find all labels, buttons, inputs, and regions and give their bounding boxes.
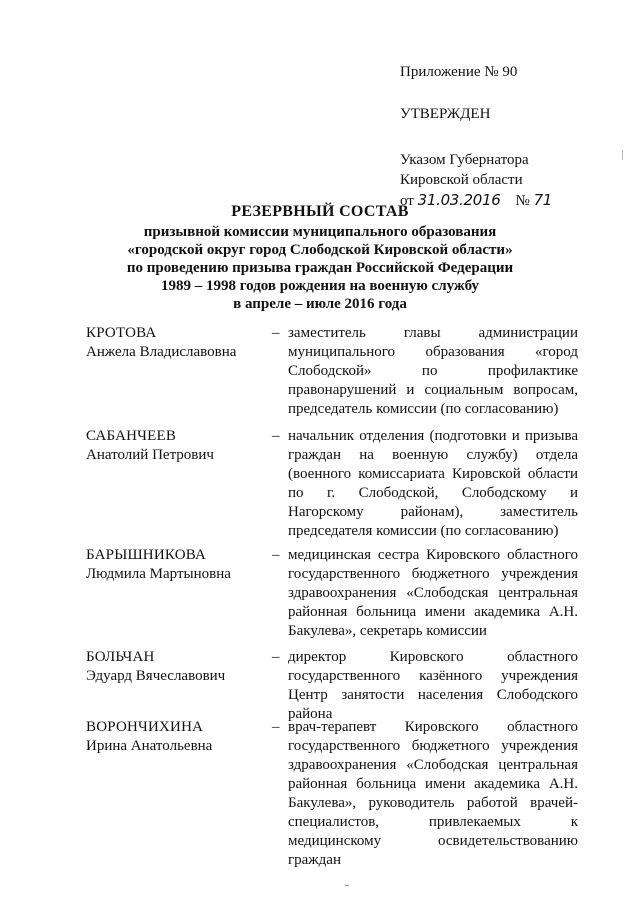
page-footer-mark (345, 885, 349, 886)
member-name (86, 546, 266, 584)
margin-mark (622, 150, 623, 160)
number-prefix: № (515, 193, 530, 209)
member-dash: – (272, 649, 280, 665)
member-name (86, 427, 266, 465)
member-role: медицинская сестра Кировского областного государственного бюджетного учреждения здравоохранения «Слободская центральная районная больница имени академика А.Н. Бакулева», секретарь комиссии (288, 547, 578, 639)
member-name (86, 324, 266, 362)
member-dash: – (272, 325, 280, 341)
title-main: РЕЗЕРВНЫЙ СОСТАВ (231, 203, 409, 220)
title-line-4: 1989 – 1998 годов рождения на военную службу (160, 278, 480, 294)
approved-label: УТВЕРЖДЕН (400, 106, 491, 122)
document-title (40, 203, 600, 313)
member-surname: БАРЫШНИКОВА (86, 547, 207, 563)
member-role: начальник отделения (подготовки и призыва граждан на военную службу) отдела (военного комиссариата Кировской области по г. Слободской, Слободскому и Нагорскому районам), заместитель председателя комиссии (по согласованию) (288, 428, 578, 539)
handwritten-number: 71 (533, 191, 553, 209)
member-dash: – (272, 547, 280, 563)
member-role: заместитель главы администрации муниципального образования «город Слободской» по профилактике правонарушений и социальным вопросам, председатель комиссии (по согласованию) (288, 325, 578, 417)
title-line-2: «городской округ город Слободской Кировской области» (127, 242, 513, 258)
date-prefix: от (400, 193, 414, 209)
member-surname: КРОТОВА (86, 325, 157, 341)
appendix-label: Приложение № 90 (400, 64, 518, 80)
member-surname: САБАНЧЕЕВ (86, 428, 177, 444)
member-given-name: Анатолий Петрович (86, 447, 214, 463)
title-line-3: по проведению призыва граждан Российской Федерации (126, 260, 514, 276)
decree-line-1: Указом Губернатора (400, 152, 529, 168)
title-line-5: в апреле – июле 2016 года (233, 296, 407, 312)
member-given-name: Ирина Анатольевна (86, 738, 213, 754)
decree-block (400, 150, 620, 211)
member-role: директор Кировского областного государственного казённого учреждения Центр занятости населения Слободского района (288, 649, 578, 722)
appendix-block (400, 62, 620, 211)
decree-line-2: Кировской области (400, 172, 523, 188)
member-given-name: Людмила Мартыновна (86, 566, 231, 582)
member-role: врач-терапевт Кировского областного государственного бюджетного учреждения здравоохранения «Слободская центральная районная больница имени академика А.Н. Бакулева», руководитель работой врачей-специалистов, привлекаемых к медицинскому освидетельствованию граждан (288, 719, 578, 868)
member-dash: – (272, 719, 280, 735)
member-name (86, 718, 266, 756)
member-given-name: Эдуард Вячеславович (86, 668, 226, 684)
member-surname: ВОРОНЧИХИНА (86, 719, 204, 735)
member-surname: БОЛЬЧАН (86, 649, 155, 665)
member-given-name: Анжела Владиславовна (86, 344, 237, 360)
title-line-1: призывной комиссии муниципального образования (143, 224, 497, 240)
handwritten-date: 31.03.2016 (417, 191, 501, 209)
member-name (86, 648, 266, 686)
member-dash: – (272, 428, 280, 444)
